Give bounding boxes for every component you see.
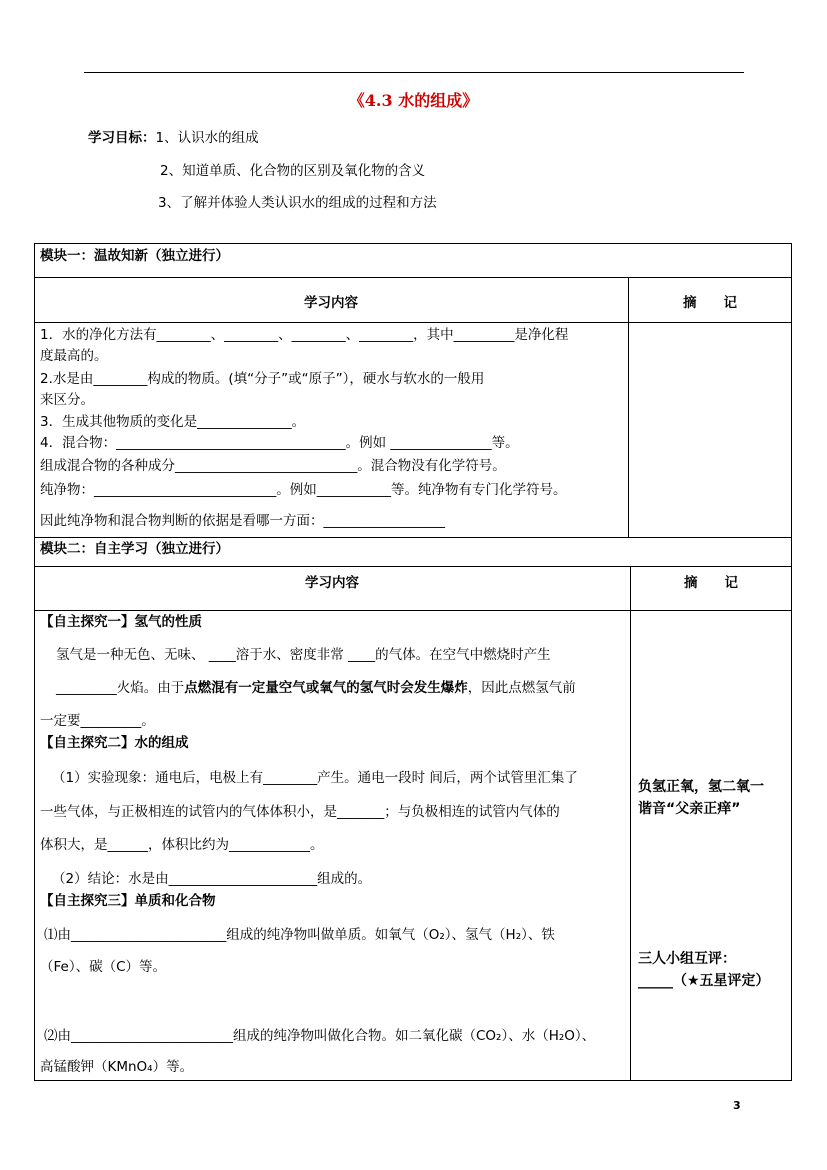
goal-3: 3、了解并体验人类认识水的组成的过程和方法	[158, 195, 437, 211]
module1-line-2: 度最高的。	[40, 348, 108, 364]
inquiry3-line-2: （Fe）、碳（C）等。	[40, 959, 167, 975]
module1-line-1: 1．水的净化方法有________、________、________、________，其中_________是净化程	[40, 327, 569, 343]
module1-notes-header: 摘 记	[683, 295, 737, 311]
module1-line-9: 因此纯净物和混合物判断的依据是看哪一方面：__________________	[40, 513, 445, 529]
inquiry3-line-1: ⑴由_______________________组成的纯净物叫做单质。如氧气（O₂）、氢气（H₂）、铁	[44, 927, 555, 943]
column-divider	[630, 566, 631, 1081]
note-mnemonic-line-1: 负氢正氧，氢二氧一	[638, 779, 764, 795]
goal-2: 2、知道单质、化合物的区别及氧化物的含义	[160, 163, 426, 179]
inquiry3-title: 【自主探究三】单质和化合物	[40, 893, 216, 909]
inquiry2-title: 【自主探究二】水的组成	[40, 735, 189, 751]
page-title: 《4.3 水的组成》	[348, 91, 479, 110]
inquiry3-line-3: ⑵由________________________组成的纯净物叫做化合物。如二氧化碳（CO₂）、水（H₂O）、	[44, 1028, 596, 1044]
module1-line-4: 来区分。	[40, 392, 94, 408]
inquiry2-line-2: 一些气体，与正极相连的试管内的气体体积小，是_______；与负极相连的试管内气体的	[40, 804, 560, 820]
inquiry1-line-1: 氢气是一种无色、无味、 ____溶于水、密度非常 ____的气体。在空气中燃烧时产生	[56, 647, 551, 663]
divider	[34, 537, 792, 538]
goal-1	[88, 126, 259, 146]
goal-1-text: 1、认识水的组成	[155, 130, 259, 146]
note-mnemonic-line-2: 谐音“父亲正痒”	[638, 801, 741, 817]
module1-heading: 模块一：温故知新（独立进行）	[40, 248, 229, 264]
inquiry1-line-2a: _________火焰。由于	[56, 680, 185, 696]
inquiry1-warning: 点燃混有一定量空气或氧气的氢气时会发生爆炸	[184, 680, 468, 696]
column-divider	[628, 277, 629, 537]
module2-content-header: 学习内容	[305, 575, 359, 591]
inquiry1-line-2	[56, 679, 576, 697]
module1-line-8: 纯净物：___________________________。例如___________等。纯净物有专门化学符号。	[40, 482, 567, 498]
module1-line-7: 组成混合物的各种成分___________________________。混合物没有化学符号。	[40, 458, 506, 474]
divider	[34, 277, 792, 278]
inquiry1-line-3: 一定要_________。	[40, 713, 155, 729]
inquiry1-line-2c: ，因此点燃氢气前	[467, 680, 576, 696]
divider	[34, 322, 792, 323]
module1-content-header: 学习内容	[304, 295, 358, 311]
note-peer-review-line-1: 三人小组互评：	[638, 951, 736, 967]
inquiry2-line-3: 体积大，是______，体积比约为____________。	[40, 837, 324, 853]
divider	[34, 566, 792, 567]
module1-line-3: 2.水是由________构成的物质。(填“分子”或“原子”），硬水与软水的一般用	[40, 371, 485, 387]
module1-line-6: 4．混合物：__________________________________。例如 _______________等。	[40, 435, 519, 451]
module1-line-5: 3．生成其他物质的变化是______________。	[40, 414, 306, 430]
note-peer-review-line-2: _____（★五星评定）	[638, 973, 770, 989]
goals-label: 学习目标：	[88, 130, 156, 146]
note-mnemonic	[638, 776, 764, 820]
note-peer-review	[638, 948, 770, 992]
divider	[34, 610, 792, 611]
inquiry1-title: 【自主探究一】氢气的性质	[40, 614, 202, 630]
inquiry2-line-1: （1）实验现象：通电后，电极上有________产生。通电一段时 间后，两个试管里汇集了	[52, 770, 578, 786]
inquiry2-line-4: （2）结论：水是由______________________组成的。	[52, 871, 372, 887]
header-rule	[84, 72, 744, 73]
module2-notes-header: 摘 记	[684, 575, 738, 591]
page-number: 3	[733, 1099, 741, 1112]
inquiry3-line-4: 高锰酸钾（KMnO₄）等。	[40, 1059, 194, 1075]
module2-heading: 模块二：自主学习（独立进行）	[40, 541, 229, 557]
